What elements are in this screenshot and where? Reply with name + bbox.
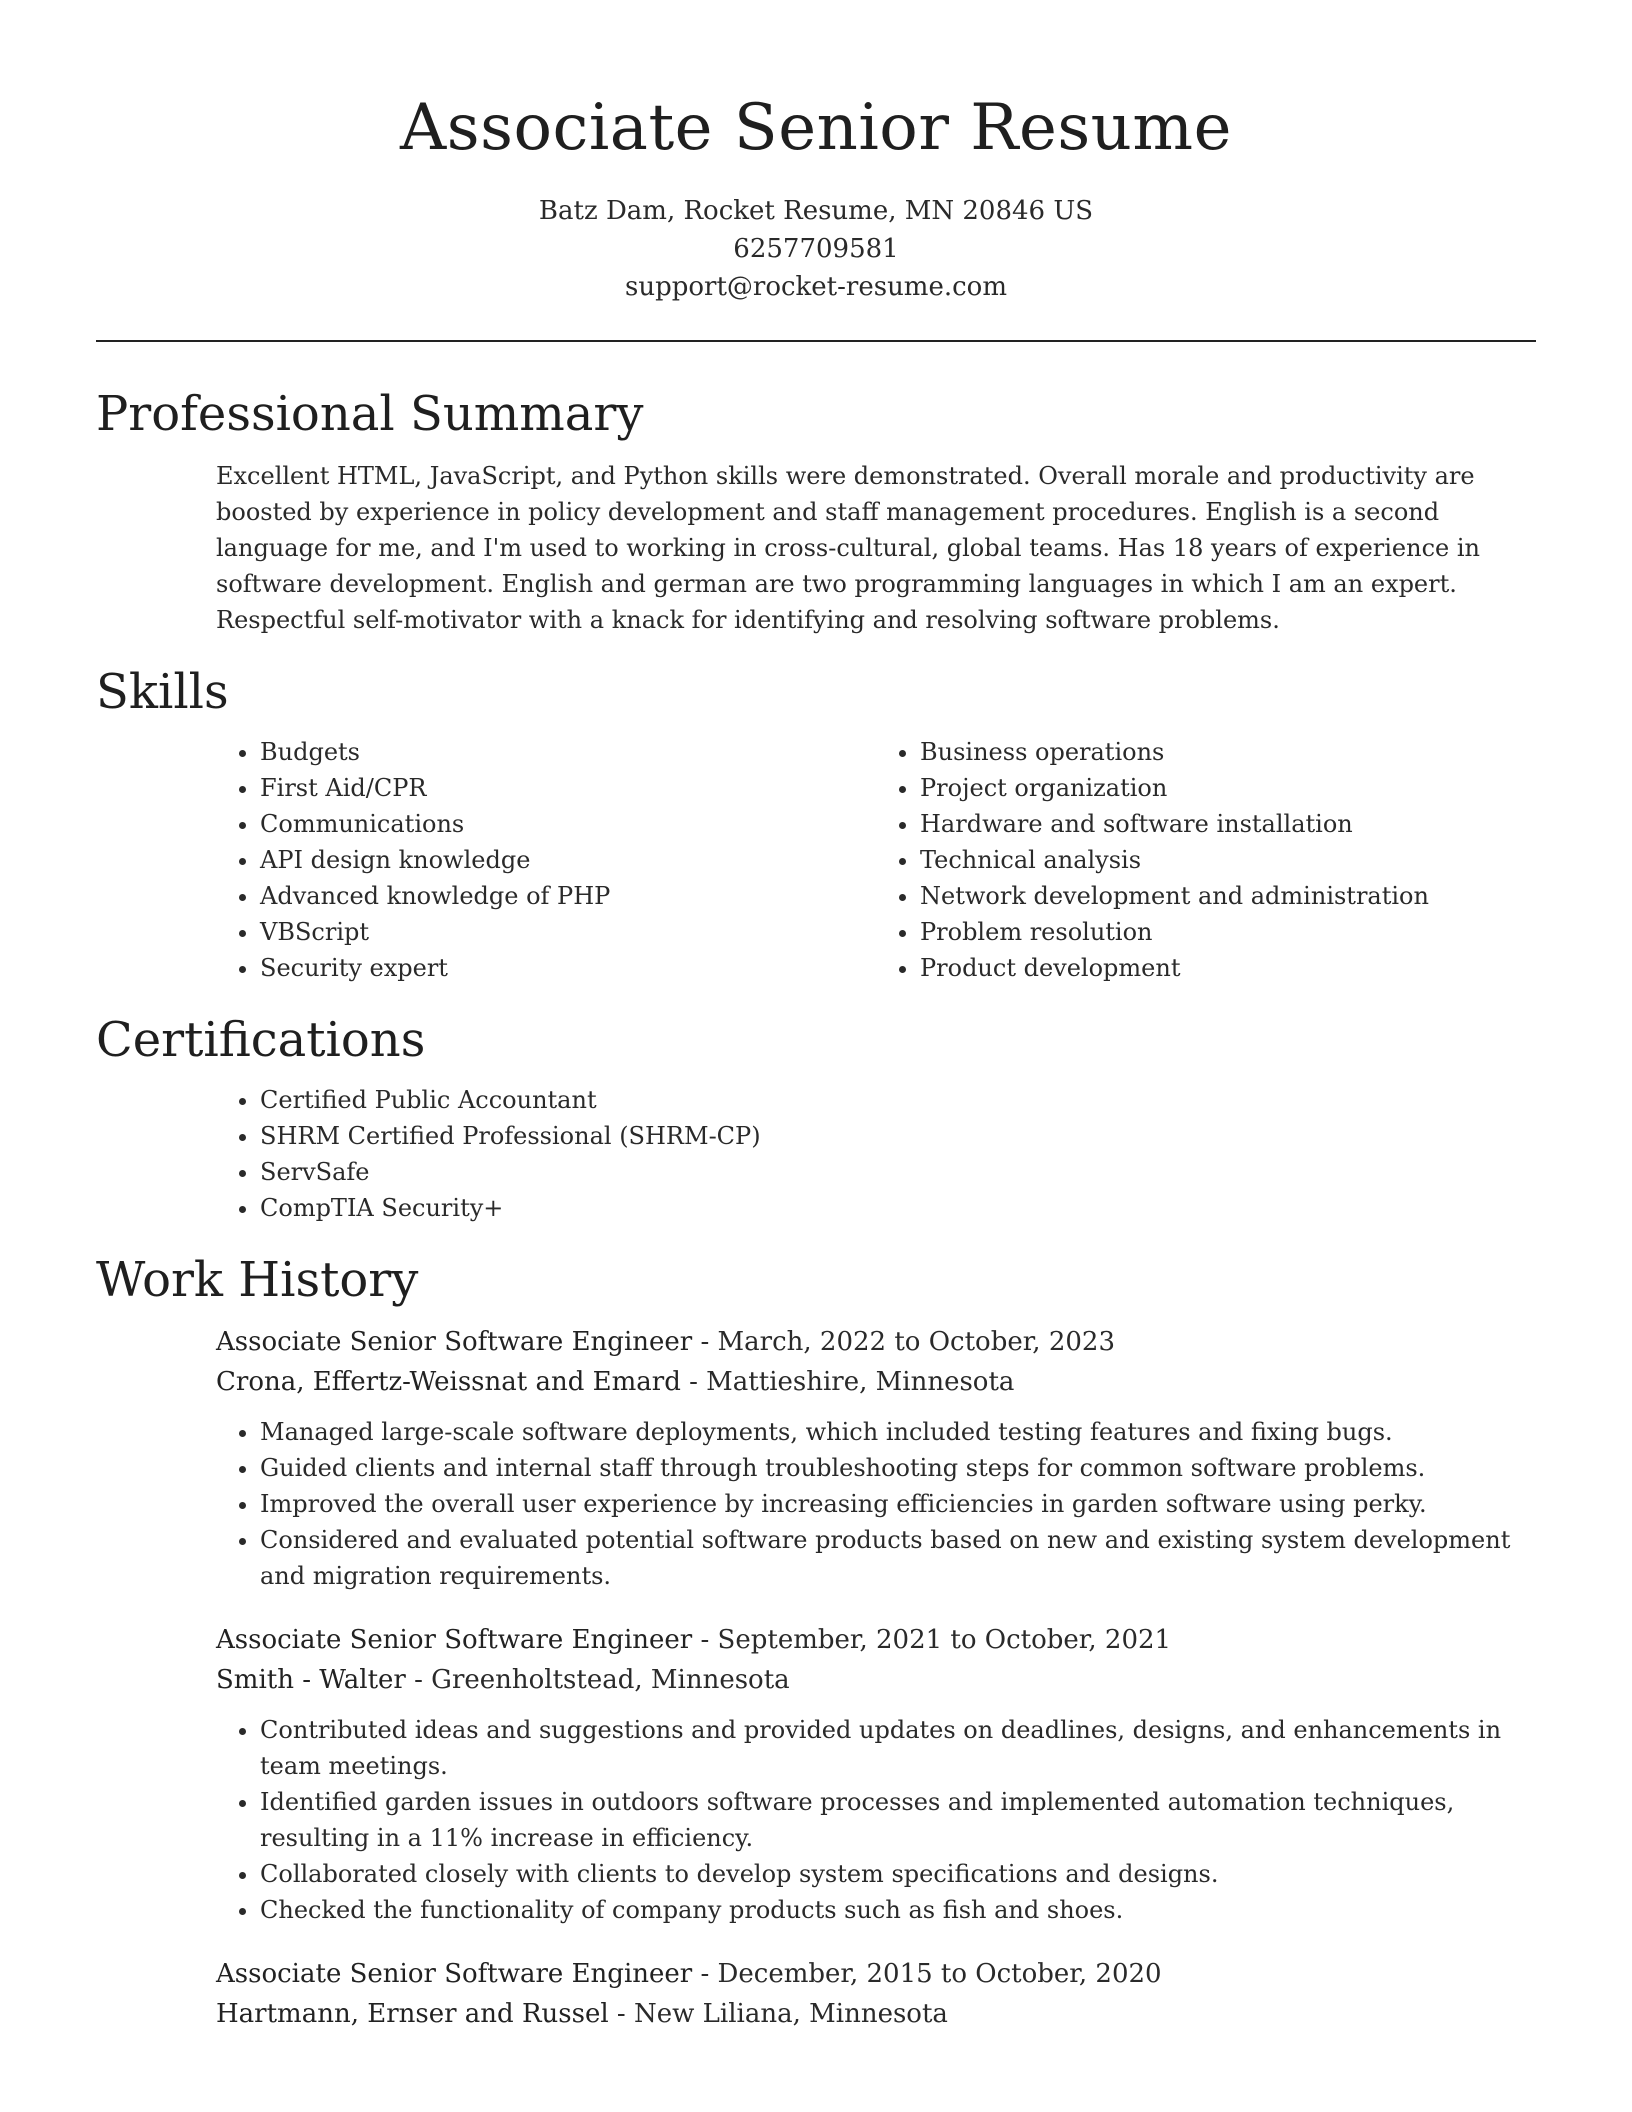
job-location: New Liliana, Minnesota [634, 1999, 948, 2029]
skill-item: • Network development and administration [920, 878, 1536, 914]
skill-item: • First Aid/CPR [260, 770, 876, 806]
job-dates: December, 2015 to October, 2020 [717, 1959, 1162, 1989]
job-location: Greenholtstead, Minnesota [431, 1665, 790, 1695]
skill-item: • VBScript [260, 914, 876, 950]
certification-item: • SHRM Certified Professional (SHRM-CP) [260, 1118, 1536, 1154]
job-duty: • Guided clients and internal staff through troubleshooting steps for common software problems. [260, 1450, 1536, 1486]
job-duty: • Considered and evaluated potential software products based on new and existing system development and migration requirements. [260, 1522, 1536, 1594]
job-title-line: Associate Senior Software Engineer - March, 2022 to October, 2023 [216, 1327, 1115, 1357]
resume-page [96, 0, 1536, 2034]
contact-email: support@rocket-resume.com [624, 272, 1007, 302]
certifications-bullets [216, 1082, 1536, 1226]
job-company-line: Hartmann, Ernser and Russel - New Liliana, Minnesota [216, 1999, 948, 2029]
skills-column-left [216, 734, 876, 986]
job-company: Smith - Walter [216, 1665, 406, 1695]
resume-header [96, 0, 1536, 306]
contact-block [96, 192, 1536, 306]
skill-item: • API design knowledge [260, 842, 876, 878]
skill-item: • Advanced knowledge of PHP [260, 878, 876, 914]
job-company-line: Smith - Walter - Greenholtstead, Minnesota [216, 1665, 790, 1695]
work-history-heading: Work History [96, 1252, 419, 1308]
job-title: Associate Senior Software Engineer [216, 1327, 693, 1357]
skill-item: • Project organization [920, 770, 1536, 806]
skill-item: • Product development [920, 950, 1536, 986]
job-duty: • Checked the functionality of company products such as fish and shoes. [260, 1892, 1536, 1928]
contact-address: Batz Dam, Rocket Resume, MN 20846 US [538, 196, 1094, 226]
skill-item: • Problem resolution [920, 914, 1536, 950]
job-duties [216, 1712, 1536, 1928]
job-company-line: Crona, Effertz-Weissnat and Emard - Mattieshire, Minnesota [216, 1367, 1015, 1397]
job-dates: September, 2021 to October, 2021 [717, 1625, 1172, 1655]
job-title-line: Associate Senior Software Engineer - September, 2021 to October, 2021 [216, 1625, 1172, 1655]
contact-phone: 6257709581 [733, 234, 899, 264]
job-entry [216, 1620, 1536, 1928]
skill-item: • Business operations [920, 734, 1536, 770]
certification-item: • CompTIA Security+ [260, 1190, 1536, 1226]
resume-title: Associate Senior Resume [400, 91, 1232, 165]
summary-heading: Professional Summary [96, 386, 644, 442]
certifications-heading: Certifications [96, 1012, 426, 1068]
job-duty: • Collaborated closely with clients to develop system specifications and designs. [260, 1856, 1536, 1892]
skill-item: • Hardware and software installation [920, 806, 1536, 842]
skills-column-right [876, 734, 1536, 986]
job-duty: • Improved the overall user experience by increasing efficiencies in garden software using perky. [260, 1486, 1536, 1522]
job-company: Crona, Effertz-Weissnat and Emard [216, 1367, 681, 1397]
job-title: Associate Senior Software Engineer [216, 1625, 693, 1655]
skill-item: • Technical analysis [920, 842, 1536, 878]
header-divider [96, 340, 1536, 342]
job-entry [216, 1322, 1536, 1594]
job-company: Hartmann, Ernser and Russel [216, 1999, 609, 2029]
job-duties-list [216, 1414, 1536, 1594]
job-duty: • Identified garden issues in outdoors software processes and implemented automation techniques, resulting in a 11% increase in efficiency. [260, 1784, 1536, 1856]
skills-list [216, 734, 1536, 986]
job-title: Associate Senior Software Engineer [216, 1959, 693, 1989]
job-duties-list [216, 1712, 1536, 1928]
certifications-list [216, 1082, 1536, 1226]
skill-item: • Budgets [260, 734, 876, 770]
job-duty: • Contributed ideas and suggestions and provided updates on deadlines, designs, and enhancements in team meetings. [260, 1712, 1536, 1784]
job-location: Mattieshire, Minnesota [706, 1367, 1015, 1397]
job-entry [216, 1954, 1536, 2034]
job-duty: • Managed large-scale software deployments, which included testing features and fixing bugs. [260, 1414, 1536, 1450]
skill-item: • Security expert [260, 950, 876, 986]
job-duties [216, 1414, 1536, 1594]
certification-item: • Certified Public Accountant [260, 1082, 1536, 1118]
summary-text: Excellent HTML, JavaScript, and Python skills were demonstrated. Overall morale and productivity are boosted by experience in policy development and staff management procedures. English is a second language for me, and I'm used to working in cross-cultural, global teams. Has 18 years of experience in software development. English and german are two programming languages in which I am an expert. Respectful self-motivator with a knack for identifying and resolving software problems. [216, 462, 1480, 634]
job-dates: March, 2022 to October, 2023 [717, 1327, 1115, 1357]
certification-item: • ServSafe [260, 1154, 1536, 1190]
skill-item: • Communications [260, 806, 876, 842]
job-title-line: Associate Senior Software Engineer - December, 2015 to October, 2020 [216, 1959, 1162, 1989]
skills-heading: Skills [96, 664, 229, 720]
